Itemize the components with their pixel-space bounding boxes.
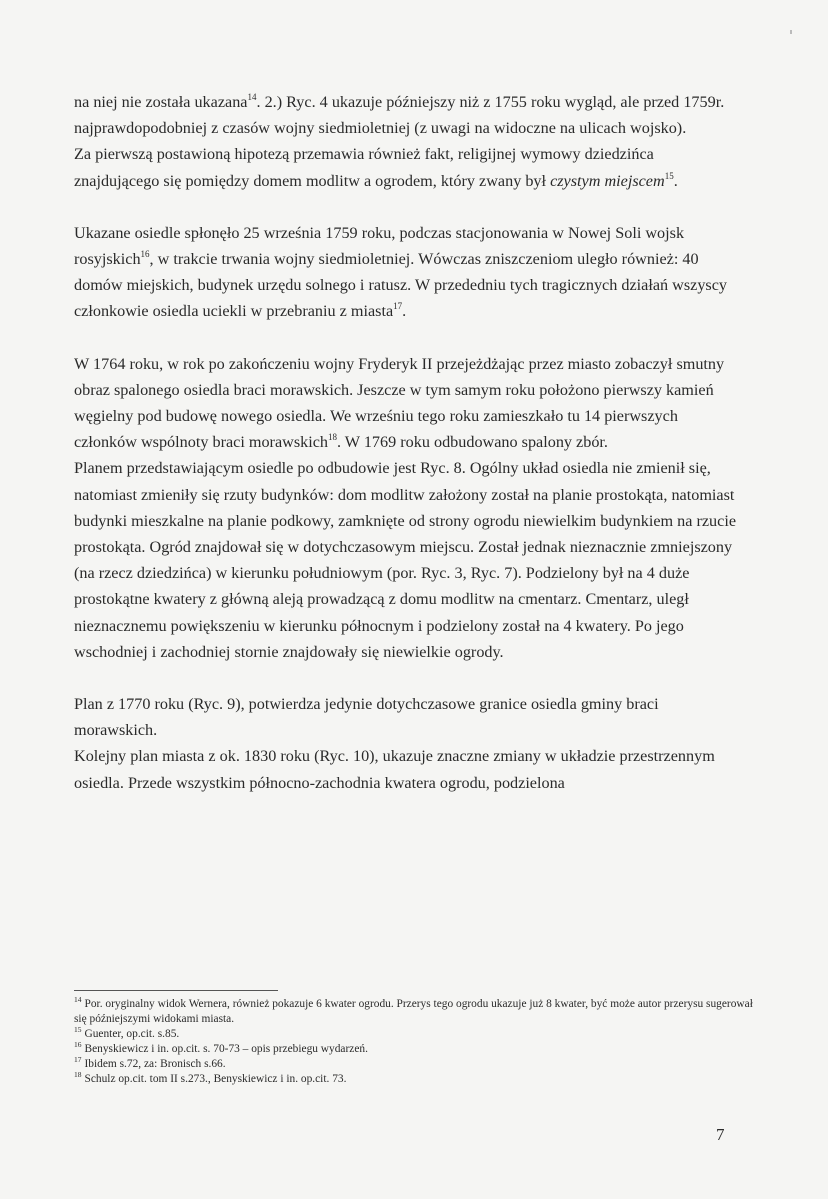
text-run: na niej nie została ukazana [74, 93, 248, 111]
footnote-ref-16[interactable]: 16 [140, 249, 150, 260]
body-text [74, 89, 740, 796]
footnote-ref-15[interactable]: 15 [664, 170, 674, 181]
text-run: , w trakcie trwania wojny siedmioletniej. Wówczas zniszczeniom uległo również: 40 domów miejskich, budynek urzędu solnego i ratusz. W przededniu tych tragicznych działań wszyscy członkowie osiedla uciekli w przebraniu z miasta [74, 250, 728, 321]
italic-term: czystym miejscem [550, 171, 665, 190]
page-number: 7 [716, 1125, 725, 1144]
text-run: Ukazane osiedle spłonęło 25 września 1759 roku, podczas stacjonowania w Nowej Soli wojsk rosyjskich [74, 223, 685, 269]
footnote-text: Ibidem s.72, za: Bronisch s.66. [84, 1058, 226, 1070]
paragraph-4 [74, 351, 740, 456]
footnote-17 [74, 1057, 754, 1072]
scan-mark [790, 30, 792, 34]
paragraph-2 [74, 141, 740, 193]
footnote-ref-14[interactable]: 14 [247, 92, 257, 102]
footnote-text: Schulz op.cit. tom II s.273., Benyskiewicz i in. op.cit. 73. [84, 1073, 347, 1085]
footnote-ref-17[interactable]: 17 [393, 301, 403, 312]
footnote-14 [74, 997, 754, 1027]
text-run: Za pierwszą postawioną hipotezą przemawia również fakt, religijnej wymowy dziedzińca znajdującego się pomiędzy domem modlitw a ogrodem, który zwany był [74, 145, 654, 190]
paragraph-5: Planem przedstawiającym osiedle po odbudowie jest Ryc. 8. Ogólny układ osiedla nie zmienił się, natomiast zmieniły się rzuty budynków: dom modlitw założony został na planie prostokąta, natomiast budynki mieszkalne na planie podkowy, zamknięte od strony ogrodu niewielkim budynkiem na rzucie prostokąta. Ogród znajdował się w dotychczasowym miejscu. Został jednak nieznacznie zmniejszony (na rzecz dziedzińca) w kierunku południowym (por. Ryc. 3, Ryc. 7). Podzielony był na 4 duże prostokątne kwatery z główną aleją prowadzącą z domu modlitw na cmentarz. Cmentarz, uległ nieznacznemu powiększeniu w kierunku północnym i podzielony został na 4 kwatery. Po jego wschodniej i zachodniej stornie znajdowały się niewielkie ogrody. [74, 459, 737, 661]
paragraph-6: Plan z 1770 roku (Ryc. 9), potwierdza jedynie dotychczasowe granice osiedla gminy braci morawskich. [74, 695, 659, 740]
footnote-number: 17 [74, 1055, 82, 1064]
footnote-text: Por. oryginalny widok Wernera, również pokazuje 6 kwater ogrodu. Przerys tego ogrodu ukazuje już 8 kwater, być może autor przerysu sugerował się późniejszymi widokami miasta. [74, 998, 753, 1025]
footnote-text: Benyskiewicz i in. op.cit. s. 70-73 – opis przebiegu wydarzeń. [84, 1043, 368, 1055]
footnote-text: Guenter, op.cit. s.85. [84, 1028, 180, 1040]
text-run: . W 1769 roku odbudowano spalony zbór. [337, 433, 608, 452]
text-run: W 1764 roku, w rok po zakończeniu wojny Fryderyk II przejeżdżając przez miasto zobaczył smutny obraz spalonego osiedla braci morawskich. Jeszcze w tym samym roku położono pierwszy kamień węgielny pod budowę nowego osiedla. We wrześniu tego roku zamieszkało tu 14 pierwszych członków wspólnoty braci morawskich [74, 354, 725, 452]
footnote-number: 18 [74, 1070, 82, 1079]
text-run: . [673, 171, 678, 190]
footnote-number: 14 [74, 995, 82, 1004]
paragraph-3 [74, 220, 740, 325]
paragraph-7: Kolejny plan miasta z ok. 1830 roku (Ryc. 10), ukazuje znaczne zmiany w układzie przestrzennym osiedla. Przede wszystkim północno-zachodnia kwatera ogrodu, podzielona [74, 747, 715, 792]
footnote-16 [74, 1042, 754, 1057]
text-run: . [402, 302, 407, 321]
footnote-divider [74, 990, 278, 991]
footnotes [74, 997, 754, 1087]
text-run: . 2.) Ryc. 4 ukazuje późniejszy niż z 1755 roku wygląd, ale przed 1759r. najprawdopodobniej z czasów wojny siedmioletniej (z uwagi na widoczne na ulicach wojsko). [74, 93, 725, 138]
footnote-ref-18[interactable]: 18 [328, 432, 337, 443]
paragraph-1 [74, 89, 740, 141]
footnote-18 [74, 1072, 754, 1087]
footnote-number: 16 [74, 1040, 82, 1049]
footnote-15 [74, 1027, 754, 1042]
footnote-number: 15 [74, 1025, 82, 1034]
